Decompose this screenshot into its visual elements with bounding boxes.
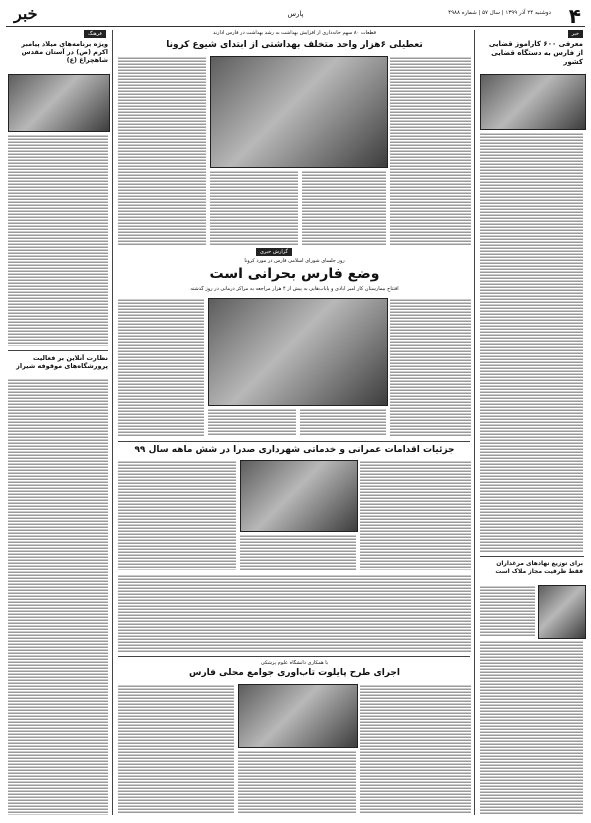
bottom-story-headline-box xyxy=(118,668,471,680)
newspaper-logo: خبر xyxy=(14,4,38,23)
bottom-story-body-left xyxy=(118,684,234,814)
text-block xyxy=(240,534,356,570)
main-story-sub-box xyxy=(118,286,471,296)
divider xyxy=(480,556,584,557)
third-story-body-right xyxy=(360,460,471,570)
bottom-story-headline: اجرای طرح پایلوت تاب‌آوری جوامع محلی فارس xyxy=(189,668,400,678)
text-block xyxy=(390,298,471,436)
top-story-headline-box xyxy=(118,40,471,54)
divider xyxy=(118,441,470,442)
main-story-meeting-photo xyxy=(208,298,388,406)
text-block xyxy=(118,56,206,246)
main-story-sub: افتتاح بیمارستان کار امیر آبادی و پایاب‌هایی به پیش از ۴ هزار مراجعه به مراکز درمانی در روز گذشته xyxy=(190,286,399,292)
judge-portrait-photo xyxy=(480,74,586,130)
left-column-headline-box xyxy=(8,40,108,70)
main-story-headline-box xyxy=(118,265,471,285)
top-story-body-mid-2 xyxy=(210,170,298,246)
section-title: پارس xyxy=(287,10,304,18)
top-story-kicker: قطعات ۸۰ سهم خانه‌داری از افزایش بهداشت به رشد بهداشت در فارس ادارند xyxy=(213,30,376,36)
top-story-body-right xyxy=(390,56,471,246)
main-story-kicker: روز جلسای شورای اسلامی فارس در مورد کرونا xyxy=(244,258,345,264)
right-column-body-2 xyxy=(480,585,535,637)
page-number: ۴ xyxy=(568,4,581,28)
right-column-tag: خبر xyxy=(568,30,583,38)
right-column-bottom-headline: برای توزیع نهاد‌های مرغداران فقط ظرفیت مجاز ملاک است xyxy=(495,560,583,575)
third-story-body-mid xyxy=(240,534,356,570)
right-column-bottom-headline-box xyxy=(480,560,583,582)
shrine-photo xyxy=(8,74,110,132)
text-block xyxy=(238,750,356,814)
text-block xyxy=(118,574,471,652)
third-story-body-left xyxy=(118,460,236,570)
text-block xyxy=(480,132,583,552)
main-story-body-mid-2 xyxy=(208,408,296,436)
text-block xyxy=(360,684,471,814)
masthead xyxy=(6,4,585,27)
text-block xyxy=(210,170,298,246)
text-block xyxy=(480,585,535,637)
bottom-story-kicker: با همکاری دانشگاه علوم پزشکی xyxy=(260,660,329,666)
left-column-tag: فرهنگ xyxy=(84,30,106,38)
bottom-story-portrait-photo xyxy=(238,684,358,748)
right-column-body xyxy=(480,132,583,552)
text-block xyxy=(360,460,471,570)
left-column-mid-headline-box xyxy=(8,354,108,374)
text-block xyxy=(8,134,108,346)
bottom-story-kicker-box xyxy=(118,660,471,668)
right-column-headline-box xyxy=(480,40,583,70)
left-column-body-2 xyxy=(8,378,108,815)
bottom-story-body-right xyxy=(360,684,471,814)
text-block xyxy=(302,170,386,246)
third-story-body-bottom xyxy=(118,574,471,652)
top-story-body-mid xyxy=(302,170,386,246)
divider xyxy=(118,656,470,657)
text-block xyxy=(480,640,583,815)
text-block xyxy=(118,460,236,570)
divider xyxy=(8,350,108,351)
left-column-headline: ویژه برنامه‌های میلاد پیامبر اکرم (ص) در آستان مقدس شاهچراغ (ع) xyxy=(21,40,108,64)
top-story-photo xyxy=(210,56,388,168)
third-story-headline-box xyxy=(118,445,471,457)
text-block xyxy=(8,378,108,815)
main-story-headline: وضع فارس بحرانی است xyxy=(209,266,380,282)
right-column-headline: معرفی ۶۰۰ کارآموز قضایی از فارس به دستگاه قضایی کشور xyxy=(488,40,583,66)
text-block xyxy=(118,684,234,814)
third-story-headline: جزئیات اقدامات عمرانی و خدماتی شهرداری صدرا در شش ماهه سال ۹۹ xyxy=(134,445,455,455)
main-story-body-mid xyxy=(300,408,386,436)
date-line: دوشنبه ۲۴ آذر ۱۳۹۹ | سال ۵۷ | شماره ۴۹۸۸ xyxy=(448,10,551,16)
text-block xyxy=(300,408,386,436)
top-story-body-left xyxy=(118,56,206,246)
official-portrait-photo xyxy=(538,585,586,639)
bottom-story-body-mid xyxy=(238,750,356,814)
reporter-tag: گزارش خبری xyxy=(256,248,292,256)
left-column-body xyxy=(8,134,108,346)
left-column-mid-headline: نظارت آنلاین بر فعالیت پرورشگاه‌های موقوفه شیراز xyxy=(16,354,108,370)
column-rule xyxy=(474,30,475,815)
column-rule xyxy=(112,30,113,815)
third-story-photo xyxy=(240,460,358,532)
text-block xyxy=(118,298,204,436)
main-story-body-left xyxy=(118,298,204,436)
text-block xyxy=(208,408,296,436)
main-story-body-right xyxy=(390,298,471,436)
top-story-headline: تعطیلی ۶هزار واحد متخلف بهداشتی از ابتدای شیوع کرونا xyxy=(166,40,423,50)
text-block xyxy=(390,56,471,246)
right-column-body-3 xyxy=(480,640,583,815)
